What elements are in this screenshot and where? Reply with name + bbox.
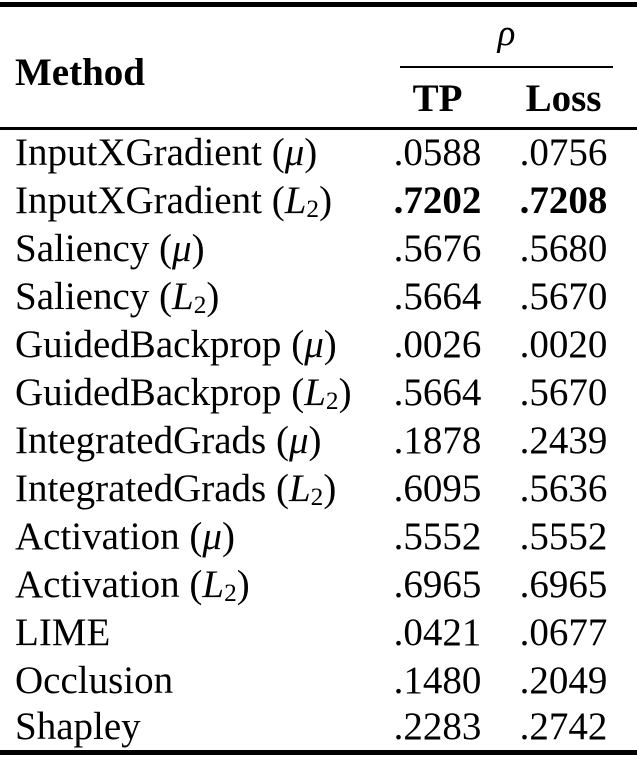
loss-cell: .5670 [519,370,608,414]
method-cell: Activation (μ) [15,514,235,558]
loss-cell: .6965 [519,562,608,606]
table-row [0,608,637,656]
loss-cell: .5670 [519,274,608,318]
rho-group-header [385,5,637,69]
table-row [0,368,637,416]
table-row [0,416,637,464]
table-row [0,224,637,272]
table-row [0,704,637,752]
table-row [0,128,637,176]
tp-cell: .5676 [393,226,482,270]
tp-cell: .0026 [393,322,482,366]
table-row [0,176,637,224]
loss-cell: .2742 [519,705,608,749]
method-cell: InputXGradient $(L_2)$ [15,178,333,224]
loss-cell: .7208 [519,178,608,222]
tp-cell: .5664 [393,274,482,318]
method-cell: GuidedBackprop $(L_2)$ [15,370,352,416]
loss-cell: .0677 [519,610,608,654]
tp-cell: .7202 [393,178,482,222]
tp-cell: .2283 [393,705,482,749]
tp-cell: .6965 [393,562,482,606]
method-cell: IntegratedGrads (μ) [15,418,322,462]
tp-cell: .5552 [393,514,482,558]
rho-group-underline [400,7,613,68]
method-column-header: Method [15,51,145,95]
table-row [0,560,637,608]
table-row [0,512,637,560]
table-header [0,5,637,129]
tp-cell: .0421 [393,610,482,654]
method-cell: IntegratedGrads $(L_2)$ [15,466,337,512]
loss-cell: .2439 [519,418,608,462]
results-table [0,2,637,755]
method-cell: GuidedBackprop (μ) [15,322,337,366]
loss-cell: .0756 [519,131,608,175]
loss-cell: .5680 [519,226,608,270]
table-body [0,128,637,752]
table-row [0,464,637,512]
loss-cell: .5636 [519,466,608,510]
tp-cell: .0588 [393,131,482,175]
method-cell: InputXGradient (μ) [15,131,318,175]
tp-column-header: TP [412,76,463,120]
tp-cell: .5664 [393,370,482,414]
table-row [0,656,637,704]
table-row [0,320,637,368]
loss-cell: .0020 [519,322,608,366]
loss-cell: .5552 [519,514,608,558]
loss-cell: .2049 [519,658,608,702]
loss-column-header: Loss [525,76,602,120]
table-row [0,272,637,320]
method-cell: LIME [15,610,111,654]
method-cell: Saliency $(L_2)$ [15,274,220,320]
rho-label: ρ [497,13,516,54]
tp-cell: .1480 [393,658,482,702]
method-cell: Shapley [15,705,141,749]
method-cell: Saliency (μ) [15,226,205,270]
tp-cell: .6095 [393,466,482,510]
method-cell: Occlusion [15,658,174,702]
method-cell: Activation $(L_2)$ [15,562,250,608]
tp-cell: .1878 [393,418,482,462]
